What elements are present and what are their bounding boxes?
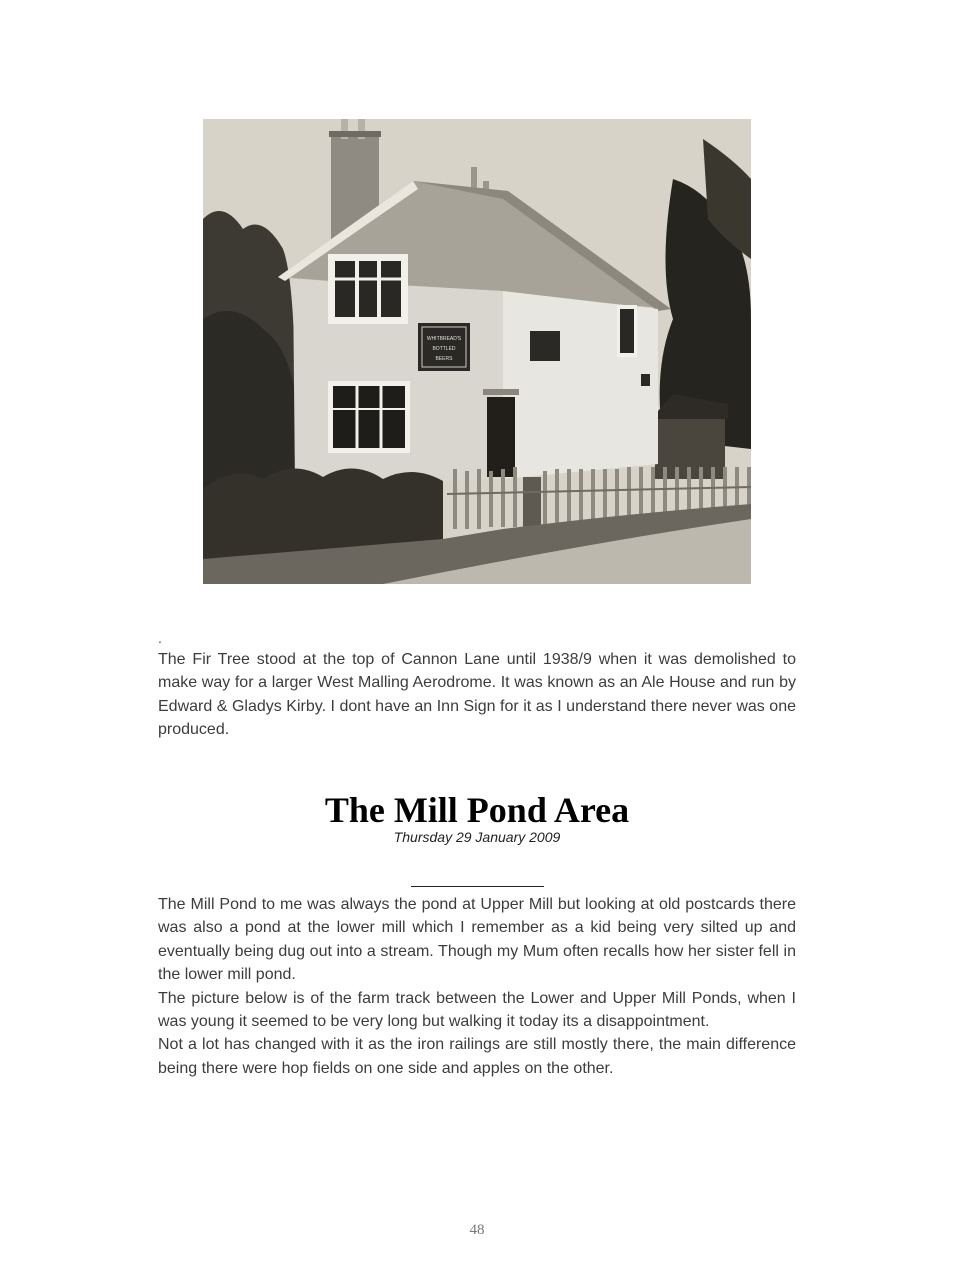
page-number: 48	[469, 1222, 485, 1238]
svg-text:WHITBREAD'S: WHITBREAD'S	[426, 336, 462, 342]
title-divider	[411, 886, 544, 887]
section-title: The Mill Pond Area	[324, 790, 630, 830]
svg-text:BOTTLED: BOTTLED	[432, 346, 456, 352]
mill-pond-paragraph-2: The picture below is of the farm track between the Lower and Upper Mill Ponds, when I was young it seemed to be very long but walking it today its a disappointment.	[158, 989, 796, 1031]
mill-pond-paragraph-3: Not a lot has changed with it as the iron railings are still mostly there, the main difference being there were hop fields on one side and apples on the other.	[158, 1036, 796, 1077]
mill-pond-body	[158, 893, 796, 1080]
stray-dot: .	[158, 630, 162, 646]
svg-text:BEERS: BEERS	[435, 356, 453, 362]
fir-tree-paragraph: The Fir Tree stood at the top of Cannon Lane until 1938/9 when it was demolished to make way for a larger West Malling Aerodrome. It was known as an Ale House and run by Edward & Gladys Kirby. I dont have an Inn Sign for it as I understand there never was one produced.	[158, 651, 796, 739]
mill-pond-paragraph-1: The Mill Pond to me was always the pond at Upper Mill but looking at old postcards there was also a pond at the lower mill which I remember as a kid being very silted up and eventually being dug out into a stream. Though my Mum often recalls how her sister fell in the lower mill pond.	[158, 896, 796, 984]
fir-tree-photo	[203, 119, 751, 584]
section-date: Thursday 29 January 2009	[393, 829, 561, 845]
